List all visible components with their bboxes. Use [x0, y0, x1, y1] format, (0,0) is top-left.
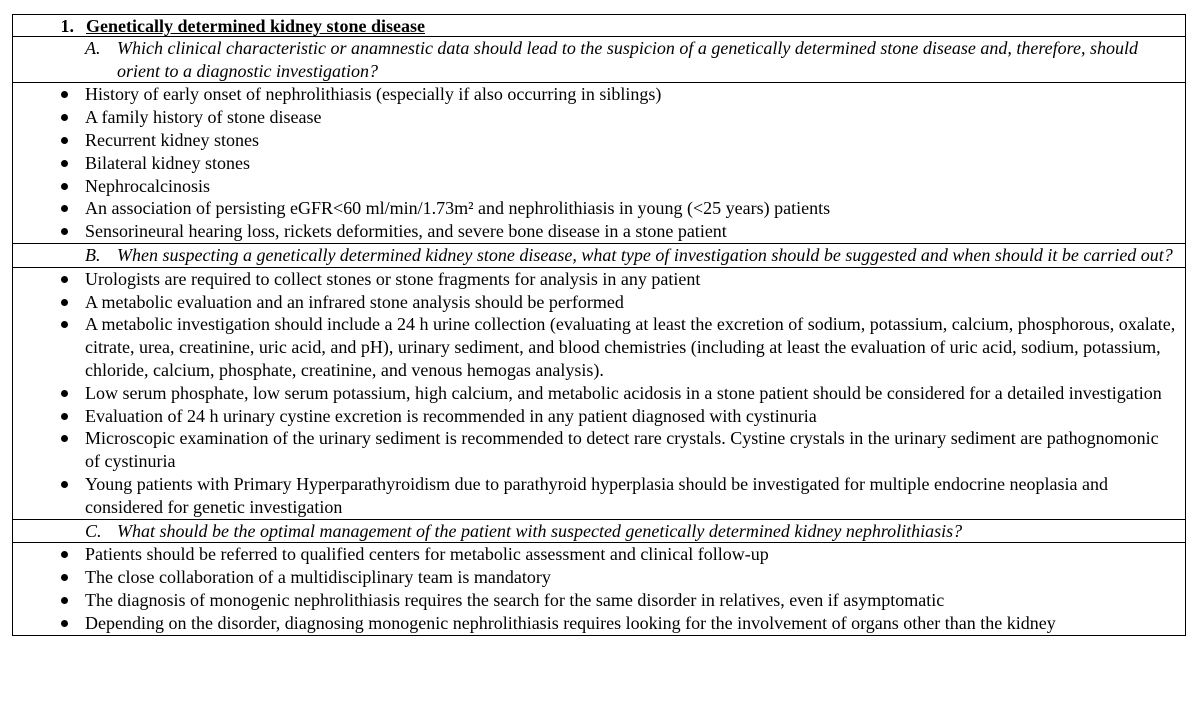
bullet-icon	[13, 405, 85, 428]
question-text: When suspecting a genetically determined kidney stone disease, what type of investigation should be suggested and when should it be carried out?	[117, 244, 1173, 265]
bullet-icon	[13, 175, 85, 198]
bullet-icon	[13, 83, 85, 106]
list-item: A metabolic evaluation and an infrared stone analysis should be performed	[13, 291, 1185, 314]
question-row-a	[12, 37, 1186, 84]
list-item: The close collaboration of a multidisciplinary team is mandatory	[13, 566, 1185, 589]
list-item: Urologists are required to collect stones or stone fragments for analysis in any patient	[13, 268, 1185, 291]
question-row-c	[12, 520, 1186, 544]
list-item: Evaluation of 24 h urinary cystine excretion is recommended in any patient diagnosed with cystinuria	[13, 405, 1185, 428]
answer-row-c	[12, 543, 1186, 635]
answer-row-a	[12, 83, 1186, 244]
question-letter: B.	[85, 244, 101, 265]
list-item: Depending on the disorder, diagnosing monogenic nephrolithiasis requires looking for the involvement of organs other than the kidney	[13, 612, 1185, 635]
bullet-list	[13, 268, 1185, 519]
bullet-icon	[13, 612, 85, 635]
list-item: A metabolic investigation should include a 24 h urine collection (evaluating at least the excretion of sodium, potassium, calcium, phosphorous, oxalate, citrate, urea, creatinine, uric acid, and pH), urinary sediment, and blood chemistries (including at least the evaluation of uric acid, sodium, potassium, chloride, calcium, phosphate, creatinine, and venous hemogas analysis).	[13, 313, 1185, 381]
question-text: What should be the optimal management of the patient with suspected genetically determined kidney nephrolithiasis?	[117, 520, 963, 541]
section-heading-row	[12, 14, 1186, 37]
bullet-list	[13, 83, 1185, 243]
list-item: An association of persisting eGFR<60 ml/min/1.73m² and nephrolithiasis in young (<25 years) patients	[13, 197, 1185, 220]
list-item: Sensorineural hearing loss, rickets deformities, and severe bone disease in a stone patient	[13, 220, 1185, 243]
bullet-icon	[13, 291, 85, 314]
list-item: Microscopic examination of the urinary sediment is recommended to detect rare crystals. Cystine crystals in the urinary sediment are pathognomonic of cystinuria	[13, 427, 1185, 473]
question-text: Which clinical characteristic or anamnestic data should lead to the suspicion of a genetically determined stone disease and, therefore, should orient to a diagnostic investigation?	[117, 37, 1138, 81]
list-item: Patients should be referred to qualified centers for metabolic assessment and clinical follow-up	[13, 543, 1185, 566]
bullet-icon	[13, 382, 85, 405]
question-letter: C.	[85, 520, 102, 541]
bullet-icon	[13, 313, 85, 381]
bullet-icon	[13, 129, 85, 152]
bullet-icon	[13, 427, 85, 473]
list-item: A family history of stone disease	[13, 106, 1185, 129]
bullet-icon	[13, 152, 85, 175]
list-item: Low serum phosphate, low serum potassium, high calcium, and metabolic acidosis in a stone patient should be considered for a detailed investigation	[13, 382, 1185, 405]
section-number: 1.	[60, 16, 74, 36]
bullet-icon	[13, 473, 85, 519]
list-item: Bilateral kidney stones	[13, 152, 1185, 175]
list-item: The diagnosis of monogenic nephrolithiasis requires the search for the same disorder in relatives, even if asymptomatic	[13, 589, 1185, 612]
bullet-icon	[13, 589, 85, 612]
bullet-icon	[13, 106, 85, 129]
bullet-icon	[13, 566, 85, 589]
bullet-icon	[13, 268, 85, 291]
question-row-b	[12, 244, 1186, 268]
question-letter: A.	[85, 37, 101, 58]
bullet-icon	[13, 197, 85, 220]
bullet-icon	[13, 543, 85, 566]
bullet-list	[13, 543, 1185, 634]
list-item: Young patients with Primary Hyperparathyroidism due to parathyroid hyperplasia should be investigated for multiple endocrine neoplasia and considered for genetic investigation	[13, 473, 1185, 519]
bullet-icon	[13, 220, 85, 243]
list-item: History of early onset of nephrolithiasis (especially if also occurring in siblings)	[13, 83, 1185, 106]
section-title: Genetically determined kidney stone disease	[86, 16, 425, 36]
answer-row-b	[12, 268, 1186, 520]
guideline-table	[12, 14, 1186, 636]
list-item: Nephrocalcinosis	[13, 175, 1185, 198]
list-item: Recurrent kidney stones	[13, 129, 1185, 152]
